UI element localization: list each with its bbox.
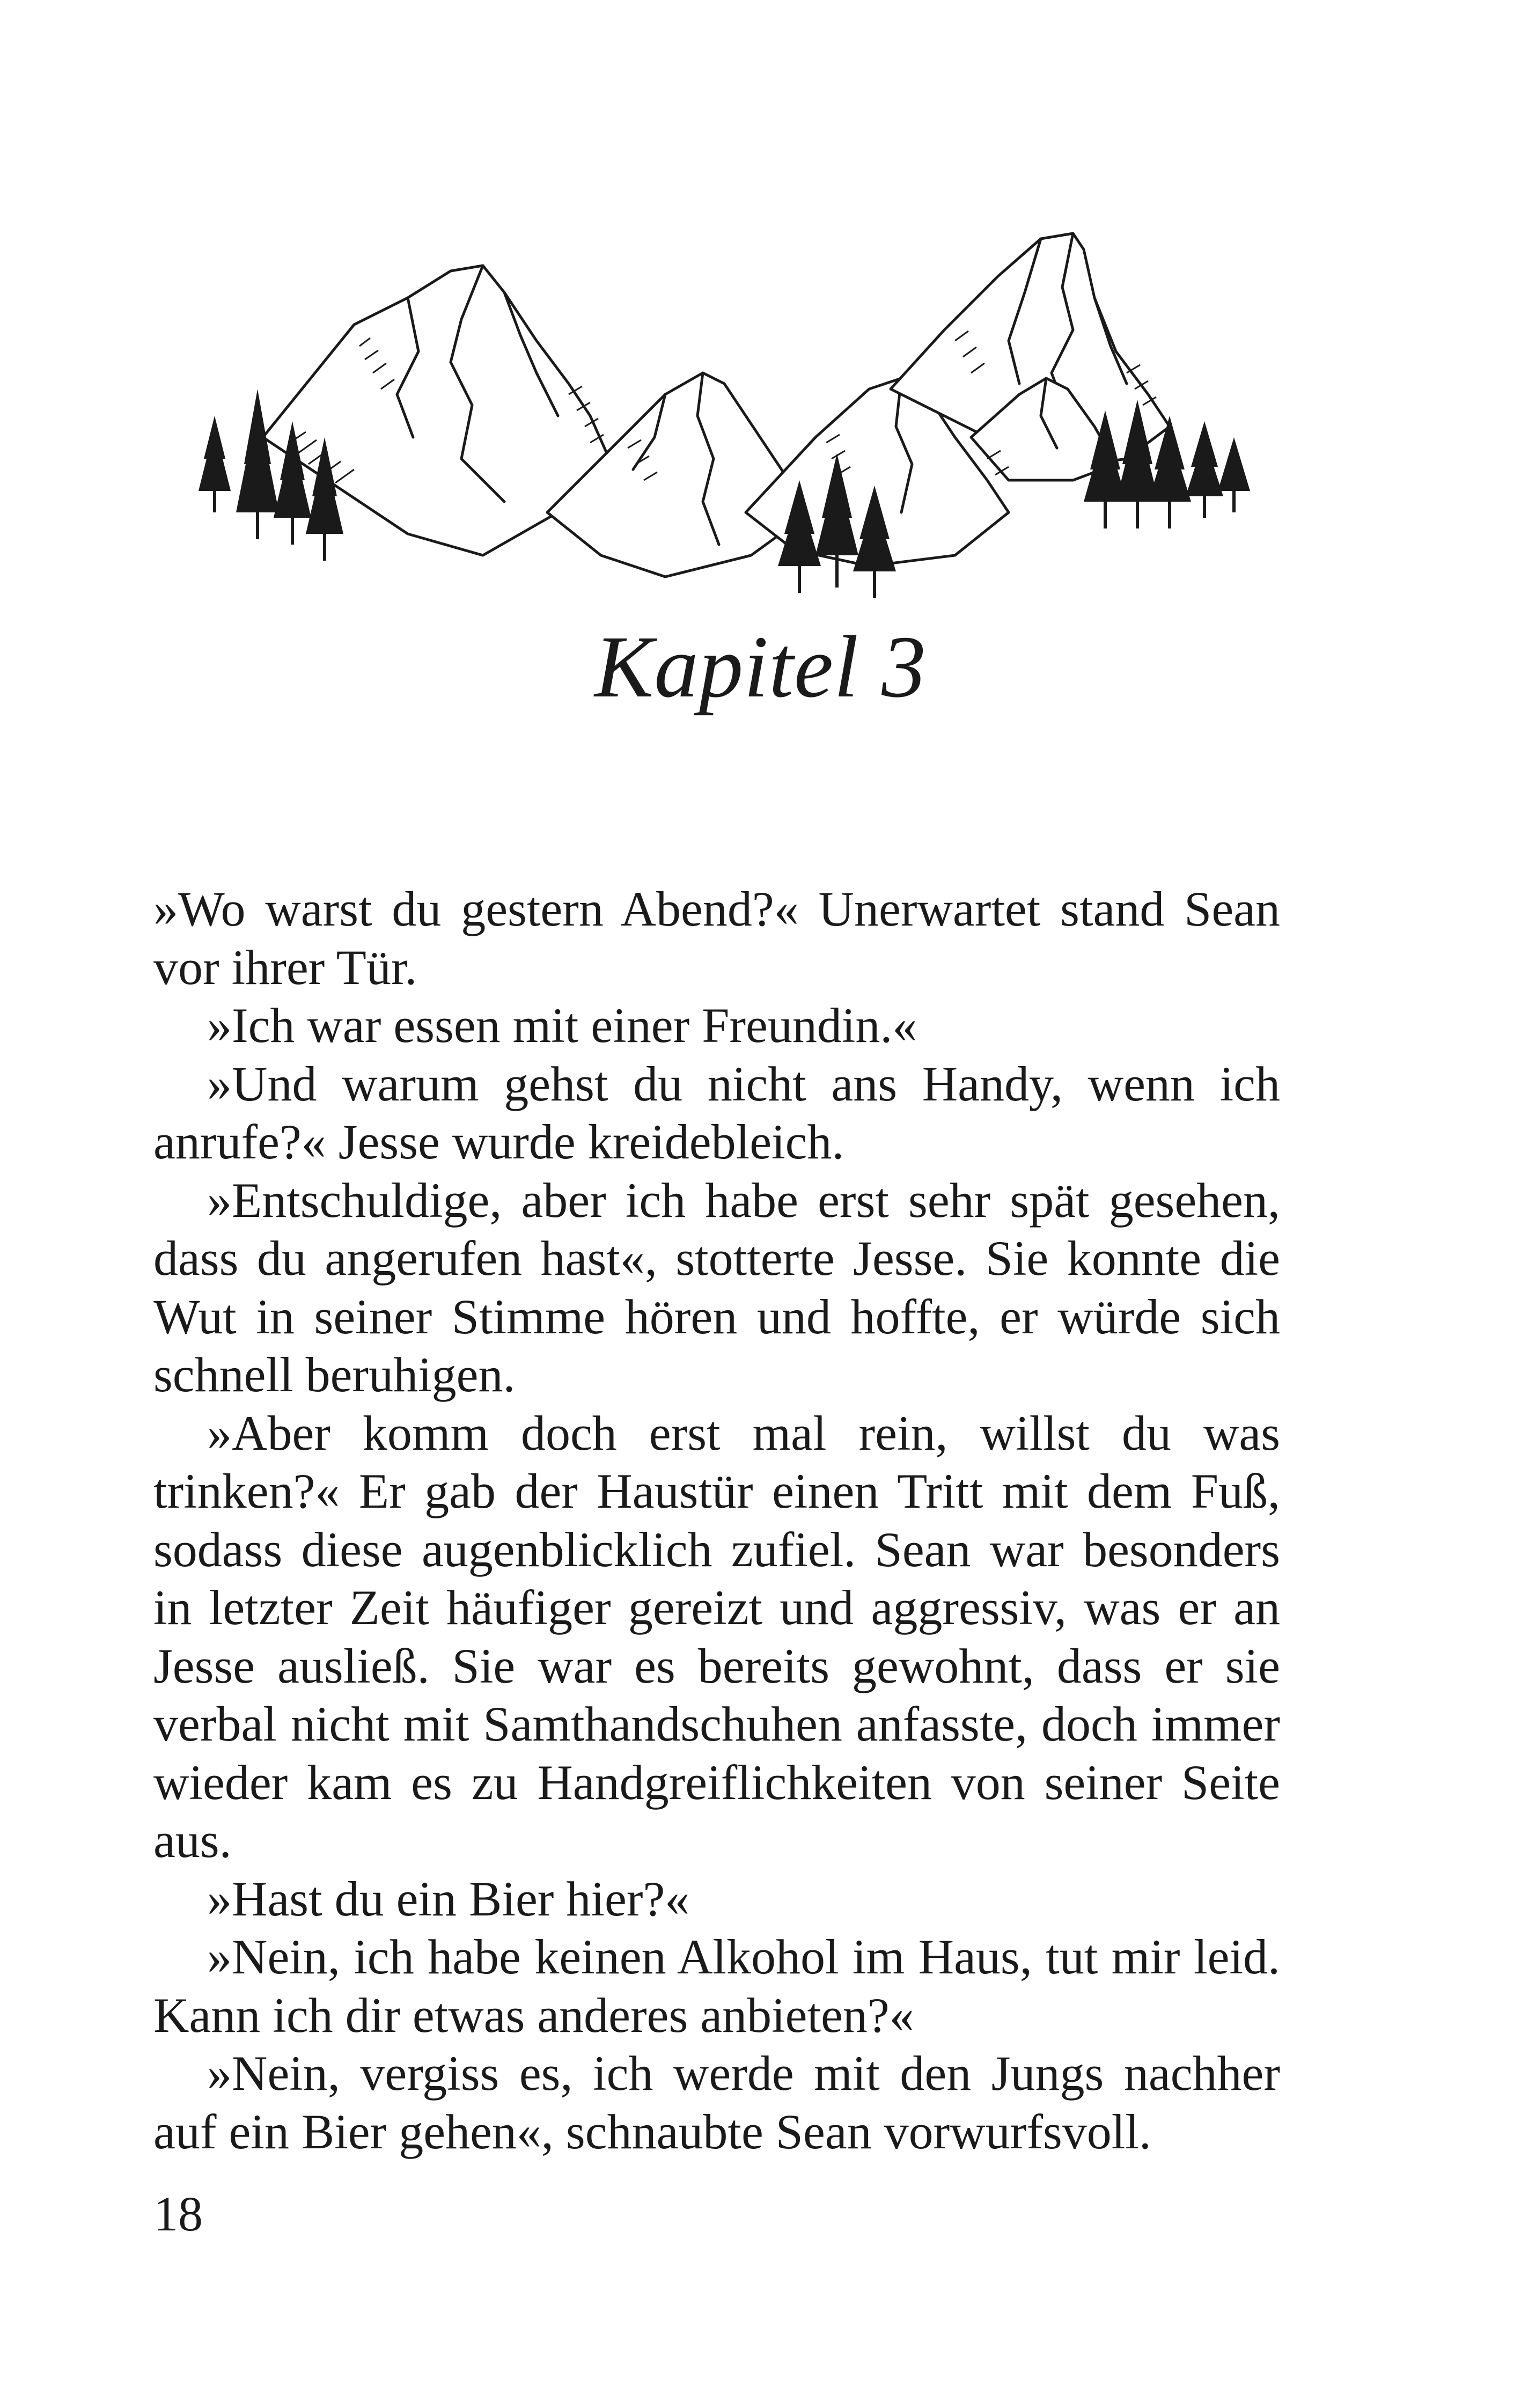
body-text	[153, 880, 1280, 2161]
paragraph: »Entschuldige, aber ich habe erst sehr spät gesehen, dass du angerufen hast«, stotterte Jesse. Sie konnte die Wut in seiner Stimme hören und hoffte, er würde sich schnell beruhigen.	[153, 1172, 1280, 1402]
paragraph: »Nein, ich habe keinen Alkohol im Haus, tut mir leid. Kann ich dir etwas anderes anbieten?«	[153, 1929, 1280, 2043]
page-number: 18	[153, 2186, 203, 2241]
paragraph: »Aber komm doch erst mal rein, willst du was trinken?« Er gab der Haustür einen Tritt mit dem Fuß, sodass diese augenblicklich zufiel. Sean war besonders in letzter Zeit häufiger gereizt und aggressiv, was er an Jesse ausließ. Sie war es bereits gewohnt, dass er sie verbal nicht mit Samthandschuhen anfasste, doch immer wieder kam es zu Handgreiflichkeiten von seiner Seite aus.	[153, 1405, 1280, 1868]
chapter-title: Kapitel 3	[594, 618, 927, 716]
paragraph: »Nein, vergiss es, ich werde mit den Jungs nachher auf ein Bier gehen«, schnaubte Sean vorwurfsvoll.	[153, 2046, 1280, 2159]
paragraph: »Und warum gehst du nicht ans Handy, wenn ich anrufe?« Jesse wurde kreidebleich.	[153, 1056, 1280, 1169]
paragraph: »Wo warst du gestern Abend?« Unerwartet stand Sean vor ihrer Tür.	[153, 882, 1280, 995]
paragraph: »Hast du ein Bier hier?«	[207, 1871, 690, 1926]
mountains-and-pine-trees-icon	[182, 212, 1255, 620]
paragraph: »Ich war essen mit einer Freundin.«	[207, 998, 917, 1053]
